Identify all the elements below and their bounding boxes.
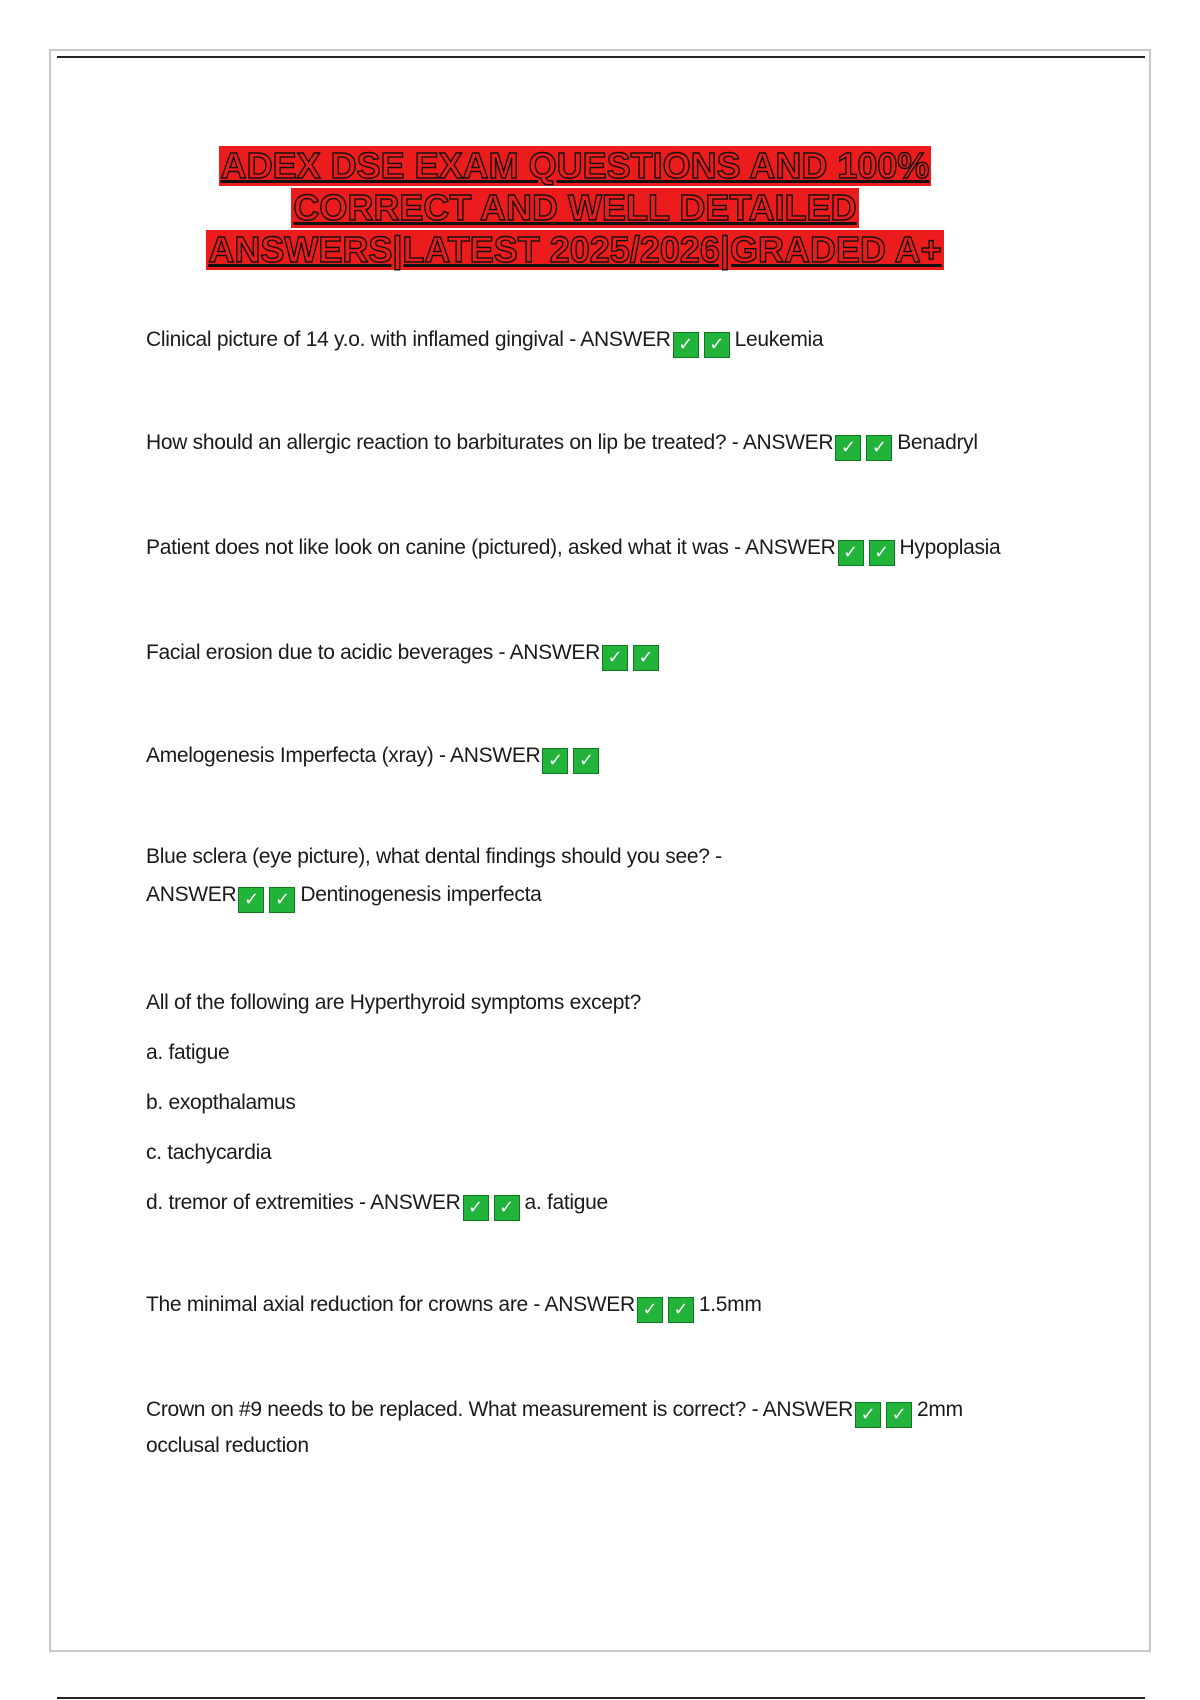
check-icon: ✓ <box>673 332 699 358</box>
answer-text: 1.5mm <box>698 1293 762 1316</box>
check-icon: ✓ <box>463 1195 489 1221</box>
top-rule <box>57 56 1145 58</box>
option-a: a. fatigue <box>146 1041 230 1064</box>
check-icon: ✓ <box>494 1195 520 1221</box>
option-c: c. tachycardia <box>146 1141 272 1164</box>
qa-item-6 <box>146 839 722 913</box>
question-text: Blue sclera (eye picture), what dental findings should you see? - <box>146 845 722 868</box>
qa-item-1 <box>146 322 823 358</box>
check-icon: ✓ <box>238 887 264 913</box>
qa-item-5 <box>146 738 604 774</box>
answer-marker: ANSWER <box>509 641 600 664</box>
check-icon: ✓ <box>704 332 730 358</box>
check-icon: ✓ <box>573 748 599 774</box>
check-icon: ✓ <box>869 540 895 566</box>
answer-marker: ANSWER <box>762 1398 854 1421</box>
answer-text: 2mm <box>917 1398 963 1421</box>
question-text: Facial erosion due to acidic beverages - <box>146 641 510 664</box>
check-icon: ✓ <box>855 1402 881 1428</box>
check-icon: ✓ <box>269 887 295 913</box>
qa-item-7 <box>146 978 641 1228</box>
qa-item-9 <box>146 1392 963 1463</box>
answer-marker: ANSWER <box>742 431 834 454</box>
answer-text: a. fatigue <box>524 1191 608 1214</box>
check-icon: ✓ <box>668 1297 694 1323</box>
answer-marker: ANSWER <box>146 883 237 906</box>
check-icon: ✓ <box>886 1402 912 1428</box>
question-text: Amelogenesis Imperfecta (xray) - <box>146 744 451 767</box>
question-text: All of the following are Hyperthyroid symptoms except? <box>146 991 642 1014</box>
answer-text: Leukemia <box>734 328 824 351</box>
qa-item-8 <box>146 1287 762 1323</box>
answer-marker: ANSWER <box>450 744 541 767</box>
question-text: Clinical picture of 14 y.o. with inflamed gingival - <box>146 328 581 351</box>
question-text: The minimal axial reduction for crowns are - <box>146 1293 545 1316</box>
document-title <box>100 146 1050 272</box>
answer-marker: ANSWER <box>370 1191 461 1214</box>
answer-marker: ANSWER <box>544 1293 635 1316</box>
qa-item-2 <box>146 425 978 461</box>
option-d: d. tremor of extremities - <box>146 1191 371 1214</box>
answer-marker: ANSWER <box>745 536 836 559</box>
answer-text: Hypoplasia <box>899 536 1001 559</box>
check-icon: ✓ <box>637 1297 663 1323</box>
answer-text: Benadryl <box>897 431 978 454</box>
question-text: How should an allergic reaction to barbiturates on lip be treated? - <box>146 431 743 454</box>
question-text: Crown on #9 needs to be replaced. What measurement is correct? - <box>146 1398 763 1421</box>
check-icon: ✓ <box>835 435 861 461</box>
answer-text-continued: occlusal reduction <box>146 1434 309 1457</box>
option-b: b. exopthalamus <box>146 1091 296 1114</box>
answer-text: Dentinogenesis imperfecta <box>300 883 542 906</box>
check-icon: ✓ <box>633 645 659 671</box>
check-icon: ✓ <box>542 748 568 774</box>
bottom-rule <box>57 1697 1145 1699</box>
qa-item-3 <box>146 530 1000 566</box>
check-icon: ✓ <box>602 645 628 671</box>
title-line-3: ANSWERS|LATEST 2025/2026|GRADED A+ <box>208 229 942 270</box>
qa-item-4 <box>146 635 664 671</box>
title-line-1: ADEX DSE EXAM QUESTIONS AND 100% <box>220 145 930 186</box>
answer-marker: ANSWER <box>580 328 671 351</box>
title-line-2: CORRECT AND WELL DETAILED <box>293 187 857 228</box>
check-icon: ✓ <box>866 435 892 461</box>
check-icon: ✓ <box>838 540 864 566</box>
question-text: Patient does not like look on canine (pictured), asked what it was - <box>146 536 746 559</box>
